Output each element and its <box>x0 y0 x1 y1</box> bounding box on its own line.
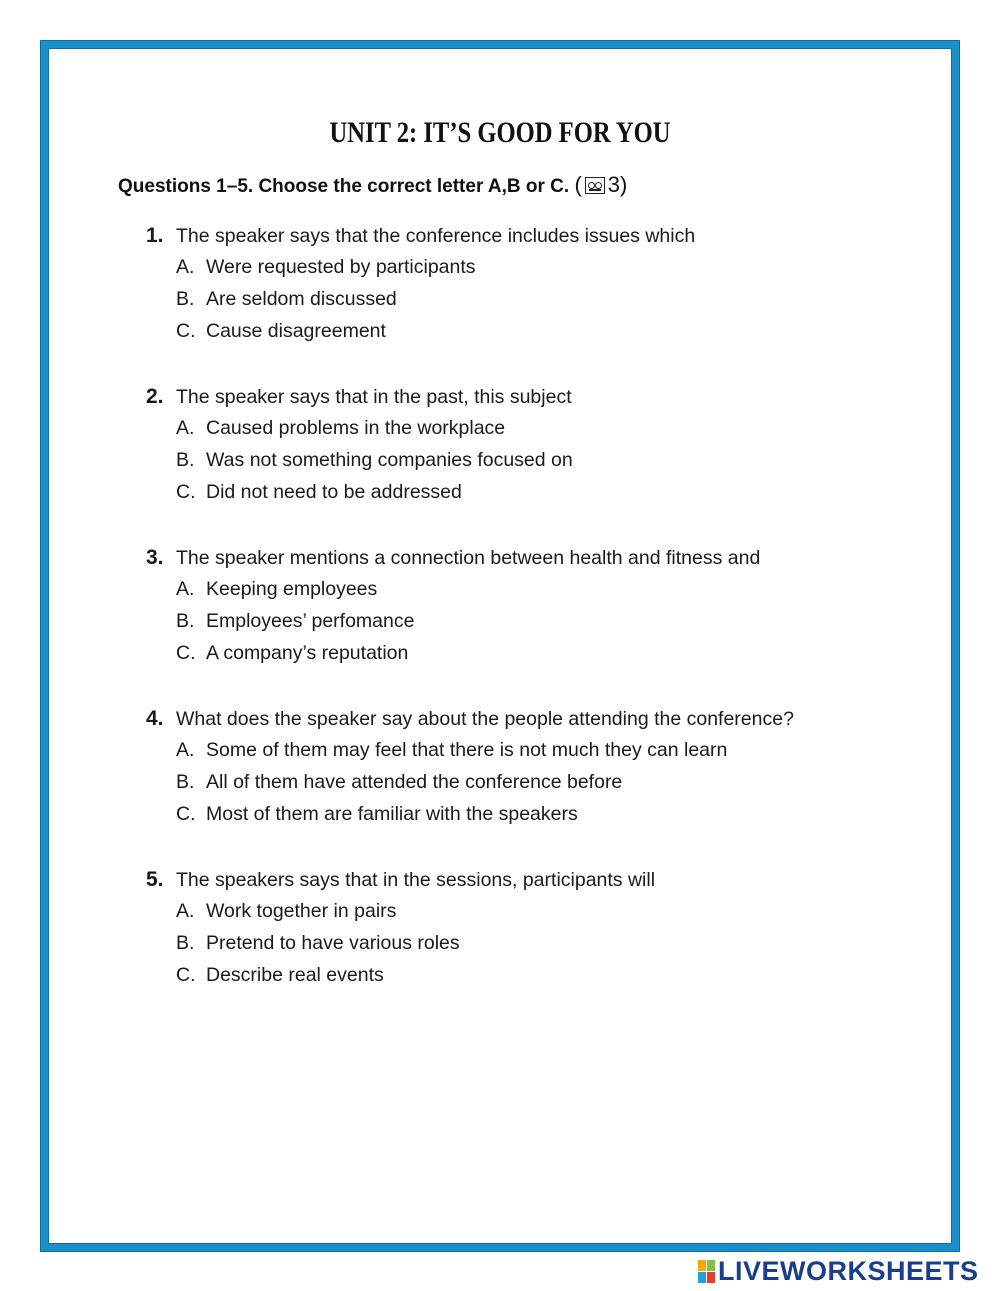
question-prompt: The speaker says that the conference includes issues which <box>176 225 696 247</box>
option-c[interactable] <box>146 803 906 835</box>
question-number: 1. <box>146 224 164 247</box>
logo-tile-1 <box>698 1260 706 1271</box>
option-letter: A. <box>176 256 195 278</box>
option-c[interactable] <box>146 320 906 352</box>
option-a[interactable] <box>146 578 906 610</box>
instructions <box>118 172 627 198</box>
option-b[interactable] <box>146 288 906 320</box>
option-a[interactable] <box>146 900 906 932</box>
option-letter: C. <box>176 320 196 342</box>
option-text: A company’s reputation <box>206 642 409 664</box>
track-number: 3) <box>607 172 628 197</box>
question-prompt-line <box>146 385 906 417</box>
option-letter: B. <box>176 932 195 954</box>
liveworksheets-logo-icon <box>698 1260 715 1283</box>
question-prompt-line <box>146 868 906 900</box>
question-number: 3. <box>146 546 164 569</box>
option-text: Employees’ perfomance <box>206 610 415 632</box>
brand-name: LIVEWORKSHEETS <box>718 1255 979 1286</box>
option-a[interactable] <box>146 256 906 288</box>
logo-tile-4 <box>707 1272 715 1283</box>
question-1 <box>146 224 906 352</box>
option-letter: A. <box>176 739 195 761</box>
option-text: Work together in pairs <box>206 900 397 922</box>
option-a[interactable] <box>146 739 906 771</box>
option-text: Some of them may feel that there is not much they can learn <box>206 739 728 761</box>
option-text: Were requested by participants <box>206 256 476 278</box>
option-a[interactable] <box>146 417 906 449</box>
question-list <box>146 224 906 1029</box>
question-3 <box>146 546 906 674</box>
question-prompt-line <box>146 546 906 578</box>
question-prompt-line <box>146 707 906 739</box>
worksheet-title: UNIT 2: IT’S GOOD FOR YOU <box>329 116 671 149</box>
option-text: Most of them are familiar with the speakers <box>206 803 578 825</box>
question-4 <box>146 707 906 835</box>
question-number: 2. <box>146 385 164 408</box>
question-prompt: What does the speaker say about the people attending the conference? <box>176 708 794 730</box>
option-text: All of them have attended the conference before <box>206 771 623 793</box>
instructions-paren-open: ( <box>574 172 582 197</box>
option-text: Keeping employees <box>206 578 378 600</box>
option-letter: A. <box>176 417 195 439</box>
liveworksheets-brand[interactable] <box>698 1256 979 1286</box>
logo-tile-2 <box>707 1260 715 1271</box>
option-c[interactable] <box>146 481 906 513</box>
option-letter: A. <box>176 578 195 600</box>
question-prompt: The speaker mentions a connection between health and fitness and <box>176 547 761 569</box>
option-letter: A. <box>176 900 195 922</box>
instructions-text: Questions 1–5. Choose the correct letter A,B or C. <box>118 176 570 197</box>
option-letter: C. <box>176 642 196 664</box>
question-number: 5. <box>146 868 164 891</box>
question-prompt-line <box>146 224 906 256</box>
option-text: Cause disagreement <box>206 320 386 342</box>
option-text: Caused problems in the workplace <box>206 417 506 439</box>
option-c[interactable] <box>146 642 906 674</box>
question-number: 4. <box>146 707 164 730</box>
option-text: Was not something companies focused on <box>206 449 573 471</box>
option-b[interactable] <box>146 610 906 642</box>
option-letter: B. <box>176 288 195 310</box>
cassette-tape-icon <box>585 177 605 194</box>
option-b[interactable] <box>146 449 906 481</box>
option-letter: C. <box>176 481 196 503</box>
question-5 <box>146 868 906 996</box>
option-letter: B. <box>176 610 195 632</box>
option-letter: B. <box>176 449 195 471</box>
option-c[interactable] <box>146 964 906 996</box>
option-b[interactable] <box>146 771 906 803</box>
option-text: Did not need to be addressed <box>206 481 462 503</box>
question-prompt: The speaker says that in the past, this subject <box>176 386 572 408</box>
option-text: Describe real events <box>206 964 384 986</box>
option-text: Pretend to have various roles <box>206 932 460 954</box>
option-b[interactable] <box>146 932 906 964</box>
option-text: Are seldom discussed <box>206 288 397 310</box>
question-2 <box>146 385 906 513</box>
option-letter: C. <box>176 964 196 986</box>
question-prompt: The speakers says that in the sessions, participants will <box>176 869 656 891</box>
option-letter: B. <box>176 771 195 793</box>
option-letter: C. <box>176 803 196 825</box>
logo-tile-3 <box>698 1272 706 1283</box>
